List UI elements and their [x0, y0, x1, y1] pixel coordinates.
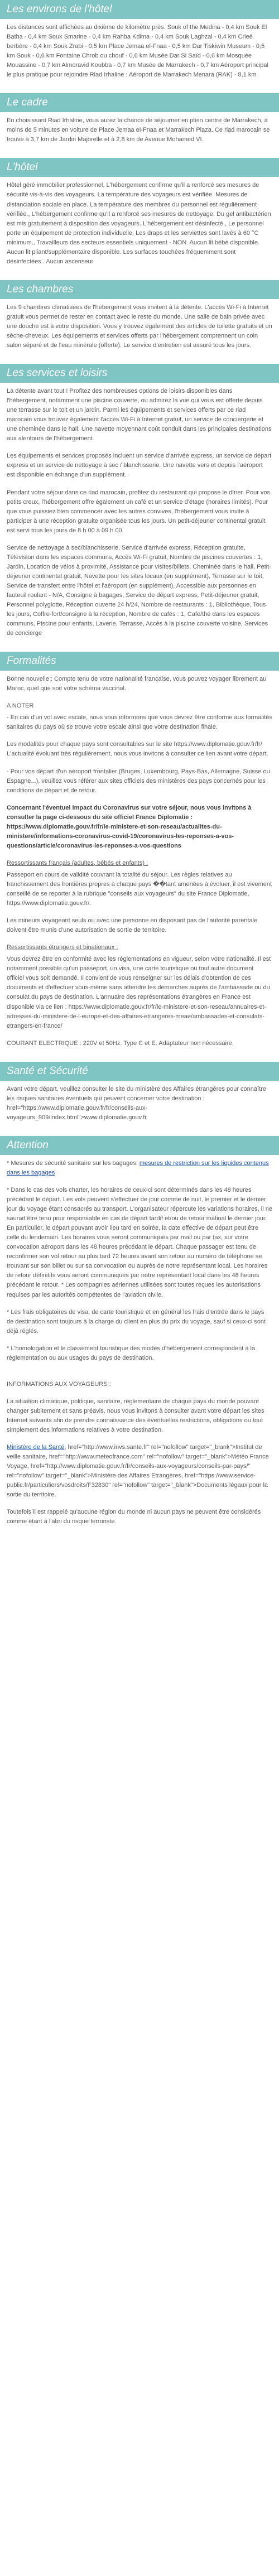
formalites-text-4: - Pour vos départ d'un aéroport frontalier (Bruges, Luxembourg, Pays-Bas, Allemagne, Suisse ou Espagne...), veuillez vous référer aux sites officiels des ministères des pays concernés pour les conditions de départ et de retour. — [7, 768, 270, 794]
section-environs — [0, 0, 279, 93]
environs-text: Les distances sont affichées au dixième de kilomètre près. Souk of the Medina - 0,4 km Souk El Batha - 0,4 km Souk Smarine - 0,4 km Rahba Kdima - 0,4 km Souk Laghzal - 0,4 km Crieé berbère - 0,4 km Souk Zrabi - 0,5 km Place Jemaa el-Fnaa - 0,5 km Dar Tiskiwin Museum - 0,5 km Souk - 0,6 km Fontaine Chrob ou chouf - 0,6 km Musée Dar Si Saïd - 0,6 km Mosquée Mouassine - 0,7 km Almoravid Koubba - 0,7 km Musée de Marrakech - 0,7 km Aéroport principal le plus pratique pour rejoindre Riad Irhaline : Aéroport de Marrakech Menara (RAK) - 8,1 km — [7, 24, 268, 79]
services-text-1: La détente avant tout ! Profitez des nombreuses options de loisirs disponibles dans l'hébergement, notamment une piscine couverte, ou admirez la vue qui vous est offerte depuis une terrasse sur le toit et un jardin. Parmi les équipements et services offerts par ce riad marocain vous trouvez également l'accès Wi-Fi à Internet gratuit, un service de conciergerie et une cheminée dans le hall. Une navette moyennant coût conduit dans les principales destinations aux alentours de l'hébergement. — [7, 388, 272, 442]
section-sante — [0, 1062, 279, 1136]
section-title-cadre: Le cadre — [0, 93, 279, 112]
attention-text-3: * Les frais obligatoires de visa, de carte touristique et en général les frais d'entrée dans le pays de destination sont toujours à la charge du client en plus du prix du voyage, sauf si ceux-ci sont déjà réglés. — [7, 1308, 266, 1335]
formalites-text-6: Passeport en cours de validité couvrant la totalité du séjour. Les règles relatives au franchissement des frontières propres à chaque pays ��tant amenées à évoluer, il est vivement conseillé de se reporter à la rubrique "conseils aux voyageurs" du site France Diplomatie, https://www.diplomatie.gouv.fr/. — [7, 871, 272, 907]
chambres-text: Les 9 chambres climatisées de l'hébergement vous invitent à la détente. L'accès Wi-Fi à Internet gratuit vous permet de rester en contact avec le reste du monde. Une salle de bain privée avec une douche est à votre disposition. Vous y trouvez également des articles de toilette gratuits et un sèche-cheveux. Les équipements et services offerts par l'hébergement comprennent un coin salon séparé et de l'eau minérale (offerte). Le service d'entretien est assuré tous les jours. — [7, 304, 272, 349]
infos-heading: INFORMATIONS AUX VOYAGEURS : — [7, 1380, 111, 1388]
section-services — [0, 364, 279, 652]
cadre-text: En choisissant Riad Irhaline, vous aurez la chance de séjourner en plein centre de Marrakech, à moins de 5 minutes en voiture de Place Jemaa el-Fnaa et Marrakech Plaza. Ce riad marocain se trouve à 3,7 km de Jardin Majorelle et à 2,8 km de Avenue Mohamed VI. — [7, 117, 270, 143]
infos-text-3: Toutefois il est rappelé qu'aucune région du monde ni aucun pays ne peuvent être considérés comme étant à l'abri du risque terroriste. — [7, 1509, 261, 1525]
section-title-services: Les services et loisirs — [0, 364, 279, 383]
section-title-formalites: Formalités — [0, 652, 279, 671]
infos-links-text: , href="http://www.invs.sante.fr" rel="nofollow" target="_blank">Institut de veille sanitaire, href="http://www.meteofrance.com" rel="nofollow" target="_blank">Météo France Voyage, href="http://www.diplomatie.gouv.fr/fr/conseils-aux-voyageurs/conseils-par-pays/" rel="nofollow" target="_blank">Ministère des Affaires Etrangères, href="https://www.service-public.fr/particuliers/vosdroits/F32830" rel="nofollow" target="_blank">Documents légaux pour la sortie du territoire. — [7, 1444, 269, 1499]
attention-text-2: * Dans le cas des vols charter, les horaires de ceux-ci sont déterminés dans les 48 heures précédant le départ. Les vols peuvent s'effectuer de jour comme de nuit, le premier et le dernier jour du voyage étant consacrés au transport. L'organisateur répercute les variations horaires, il ne saurait être tenu pour responsable en cas de départ tardif et/ou de retour matinal le dernier jour. En particulier, le départ pouvant avoir lieu tard en soirée, la date effective de départ peut être celle du lendemain. Les horaires vous seront communiqués par mail ou par fax, sur votre convocation aéroport dans les 48 heures précédant le départ. Chaque passager est tenu de reconfirmer son vol retour au plus tard 72 heures avant son retour au numéro de téléphone se trouvant sur son billet ou sur sa convocation ou auprès de notre représentant local. Les horaires de retour définitifs vous seront communiqués par notre représentant local dans les 48 heures précédant le retour. * Les compagnies aériennes utilisées sont toutes reçues les autorisations requises par les autorités compétentes de l'aviation civile. — [7, 1186, 272, 1298]
section-chambres — [0, 280, 279, 364]
formalites-text-7: Les mineurs voyageant seuls ou avec une personne en disposant pas de l'autorité parentale doivent être munis d'une autorisation de sortie de territoire. — [7, 917, 258, 934]
services-text-4: Service de nettoyage à sec/blanchisserie, Service d'arrivée express, Réception gratuite, Télévision dans les espaces communs, Accès Wi-Fi gratuit, Nombre de piscines couvertes : 1, Jardin, Location de vélos à proximité, Assistance pour visites/billets, Cheminée dans le hall, Petit-déjeuner continental gratuit, Navette pour les sites locaux (en supplément), Terrasse sur le toit, Service de transfert entre l'hôtel et l'aéroport (en supplément), Accessible aux personnes en fauteuil roulant - N/A, Consigne à bagages, Service de départ express, Petit-déjeuner gratuit, Personnel polyglotte, Réception ouverte 24 h/24, Nombre de restaurants : 1, Bibliothèque, Tous les jours, Coffre-fort/consigne à la réception, Nombre de cafés : 1, Café/thé dans les espaces communs, Piscine pour enfants, Laverie, Terrasse, Accès à la piscine couverte voisine, Services de concierge — [7, 544, 271, 637]
infos-text-2 — [7, 1443, 272, 1500]
attention-prefix: * Mesures de sécurité sanitaire sur les bagages: — [7, 1159, 140, 1167]
formalites-text-1: Bonne nouvelle : Compte tenu de votre nationalité française, vous pouvez voyager librement au Maroc, quel que soit votre schéma vaccinal. — [7, 676, 267, 692]
foreign-nationals-heading: Ressortissants étrangers et binationaux : — [7, 944, 118, 951]
section-title-chambres: Les chambres — [0, 280, 279, 299]
spacer — [7, 1371, 272, 1380]
bottom-whitespace — [0, 1540, 279, 1685]
french-nationals-heading: Ressortissants français (adultes, bébés et enfants) : — [7, 859, 148, 866]
formalites-text-2: - En cas d'un vol avec escale, nous vous informons que vous devrez être conforme aux formalités sanitaires du pays où se trouve votre escale ainsi que votre destination finale. — [7, 714, 272, 731]
electric-current-text: COURANT ELECTRIQUE : 220V et 50Hz. Type C et E. Adaptateur non nécessaire. — [7, 1039, 234, 1047]
section-title-hotel: L'hôtel — [0, 158, 279, 177]
section-attention — [0, 1136, 279, 1540]
formalites-text-3: Les modalités pour chaque pays sont consultables sur le site https://www.diplomatie.gouv.fr/fr/ L'actualité évoluant très régulièrement, nous vous invitons à consulter ce lien avant votre départ. — [7, 741, 268, 758]
formalites-text-8: Vous devrez être en conformité avec les réglementations en vigueur, selon votre nationalité. Il est notamment possible qu'un passeport, un visa, une carte touristique ou tout autre document officiel vous soit demandé. Il convient de vous renseigner sur les délais d'obtention de ces documents et d'effectuer vous-même sans attendre les démarches auprès de l'ambassade ou du consulat du pays de destination. L'annuaire des représentations étrangères en France est disponible via ce lien : https://www.diplomatie.gouv.fr/fr/le-ministere-et-son-reseau/annuaires-et-adresses-du-ministere-de-l-europe-et-des-affaires-etrangeres-meae/ambassades-et-consulats-etrangers-en-france/ — [7, 956, 271, 1029]
coronavirus-notice-text: Concernant l'éventuel impact du Coronavirus sur votre séjour, nous vous invitons à consulter la page ci-dessous du site officiel France Diplomatie : https://www.diplomatie.gouv.fr/fr/le-ministere-et-son-reseau/actualites-du-ministere/informations-coronavirus-covid-19/coronavirus-les-reponses-a-vos-questions/article/coronavirus-les-reponses-a-vos-questions — [7, 804, 252, 849]
section-cadre — [0, 93, 279, 158]
coronavirus-notice — [7, 803, 272, 851]
attention-text-4: * L'homologation et le classement touristique des modes d'hébergement correspondent à la réglementation ou aux usages du pays de destination. — [7, 1345, 256, 1361]
hotel-text: Hôtel géré immobilier professionnel, L'hébergement confirme qu'il a renforcé ses mesures de sécurité vis-à-vis des voyageurs. La température des voyageurs est vérifiée. Mesures de distanciation sociale en place. La température des membres du personnel est régulièrement vérifiée., L'hébergement confirme qu'il a renforcé ses mesures de nettoyage. Du gel antibactérien est mis gratuitement à disposition des voyageurs. L'hébergement est désinfecté., Le personnel porte un équipement de protection individuelle. Les draps et les serviettes sont lavés à 60 °C minimum., Travailleurs des secteurs essentiels uniquement - NON. Aucun lit bébé disponible. Aucun lit pliant/supplémentaire disponible. Les surfaces touchées fréquemment sont désinfectées.. Aucun ascenseur — [7, 182, 271, 265]
services-text-3: Pendant votre séjour dans ce riad marocain, profitez du restaurant qui propose le dîner. Pour vos petits creux, l'hébergement offre également un café et un service d'étage (horaires limités). Pour que vous puissiez bien commencer avec les autres convives, l'hébergement vous invite à participer à une réception gratuite organisée tous les jours. Un petit-déjeuner continental gratuit est servi tous les jours de 8 h 00 à 09 h 00. — [7, 489, 271, 534]
sante-text: Avant votre départ, veuillez consulter le site du ministère des Affaires étrangères pour connaître les risques sanitaires éventuels qui peuvent concerner votre destination : href="https://www.diplomatie.gouv.fr/fr/conseils-aux-voyageurs_909/index.html">www.diplomatie.gouv.fr — [7, 1085, 266, 1121]
section-title-attention: Attention — [0, 1136, 279, 1155]
section-title-sante: Santé et Sécurité — [0, 1062, 279, 1081]
section-formalites — [0, 652, 279, 1062]
infos-text-1: La situation climatique, politique, sanitaire, réglementaire de chaque pays du monde pouvant changer subitement et sans préavis, nous vous invitons à consulter avant votre départ les sites Internet suivants afin de prendre connaissance des éventuelles restrictions, obligations ou tout simplement des informations relatives à votre destination. — [7, 1398, 264, 1433]
attention-text-1 — [7, 1159, 272, 1178]
ministere-sante-link[interactable]: Ministère de la Santé — [7, 1444, 65, 1451]
section-title-environs: Les environs de l'hôtel — [0, 0, 279, 19]
note-heading: A NOTER — [7, 702, 34, 710]
section-hotel — [0, 158, 279, 280]
services-text-2: Les équipements et services proposés incluent un service d'arrivée express, un service de départ express et un service de nettoyage à sec / blanchisserie. Une navette vers et depuis l'aéroport est disponible en échange d'un supplément. — [7, 452, 272, 479]
liquids-restriction-link[interactable]: mesures de restriction sur les liquides contenus dans les bagages — [7, 1159, 269, 1176]
